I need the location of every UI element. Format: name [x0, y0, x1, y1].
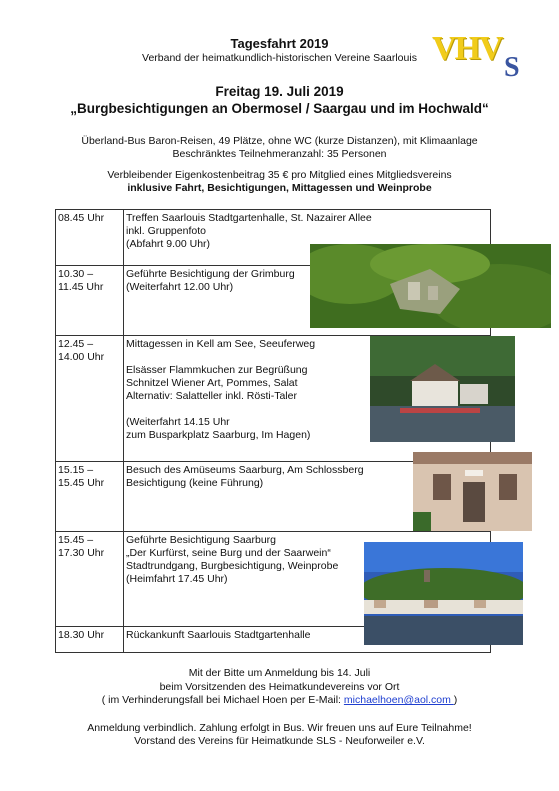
email-link[interactable]: michaelhoen@aol.com [343, 694, 454, 706]
amueseum-photo [413, 452, 532, 531]
inclusive-info: inklusive Fahrt, Besichtigungen, Mittagessen und Weinprobe [127, 182, 432, 194]
payment-note: Anmeldung verbindlich. Zahlung erfolgt in Bus. Wir freuen uns auf Eure Teilnahme! [87, 722, 472, 734]
board-signature: Vorstand des Vereins für Heimatkunde SLS - Neuforweiler e.V. [134, 735, 425, 747]
description-cell: Treffen Saarlouis Stadtgartenhalle, St. Nazairer Allee inkl. Gruppenfoto (Abfahrt 9.00 Uhr) [124, 210, 491, 266]
saarburg-photo [364, 542, 523, 645]
logo-letter-s: S [504, 52, 520, 83]
description-cell: Besuch des Amüseums Saarburg, Am Schlossberg Besichtigung (keine Führung) [124, 462, 491, 532]
event-date: Freitag 19. Juli 2019 [215, 84, 344, 99]
logo-letters: VHV [432, 30, 502, 67]
bus-info: Überland-Bus Baron-Reisen, 49 Plätze, ohne WC (kurze Distanzen), mit Klimaanlage [81, 135, 478, 147]
grimburg-photo [310, 244, 551, 328]
time-cell: 15.15 – 15.45 Uhr [56, 462, 124, 532]
description-cell: Mittagessen in Kell am See, Seeuferweg Elsässer Flammkuchen zur Begrüßung Schnitzel Wiener Art, Pommes, Salat Alternativ: Salatteller inkl. Rösti-Taler (Weiterfahrt 14.15 Uhr zum Busparkplatz Saarburg, Im Hagen) [124, 336, 491, 462]
description-cell: Rückankunft Saarlouis Stadtgartenhalle [124, 627, 491, 653]
document-title: Tagesfahrt 2019 [230, 36, 329, 51]
vhvs-logo [432, 30, 532, 83]
participant-limit: Beschränktes Teilnehmeranzahl: 35 Personen [172, 148, 387, 160]
time-cell: 10.30 – 11.45 Uhr [56, 266, 124, 336]
time-cell: 08.45 Uhr [56, 210, 124, 266]
registration-contact: beim Vorsitzenden des Heimatkundevereins vor Ort [159, 681, 400, 693]
time-cell: 15.45 – 17.30 Uhr [56, 532, 124, 627]
time-cell: 18.30 Uhr [56, 627, 124, 653]
fallback-contact: ( im Verhinderungsfall bei Michael Hoen per E-Mail: michaelhoen@aol.com ) [101, 694, 458, 706]
description-cell: Geführte Besichtigung der Grimburg (Weiterfahrt 12.00 Uhr) [124, 266, 491, 336]
description-cell: Geführte Besichtigung Saarburg „Der Kurfürst, seine Burg und der Saarwein“ Stadtrundgang, Burgbesichtigung, Weinprobe (Heimfahrt 17.45 Uhr) [124, 532, 491, 627]
organization-subtitle: Verband der heimatkundlich-historischen Vereine Saarlouis [142, 52, 417, 64]
time-cell: 12.45 – 14.00 Uhr [56, 336, 124, 462]
cost-info: Verbleibender Eigenkostenbeitrag 35 € pro Mitglied eines Mitgliedsvereins [107, 169, 452, 181]
kell-am-see-photo [370, 336, 515, 442]
registration-deadline: Mit der Bitte um Anmeldung bis 14. Juli [188, 667, 371, 679]
event-headline: „Burgbesichtigungen an Obermosel / Saargau und im Hochwald“ [70, 101, 489, 116]
